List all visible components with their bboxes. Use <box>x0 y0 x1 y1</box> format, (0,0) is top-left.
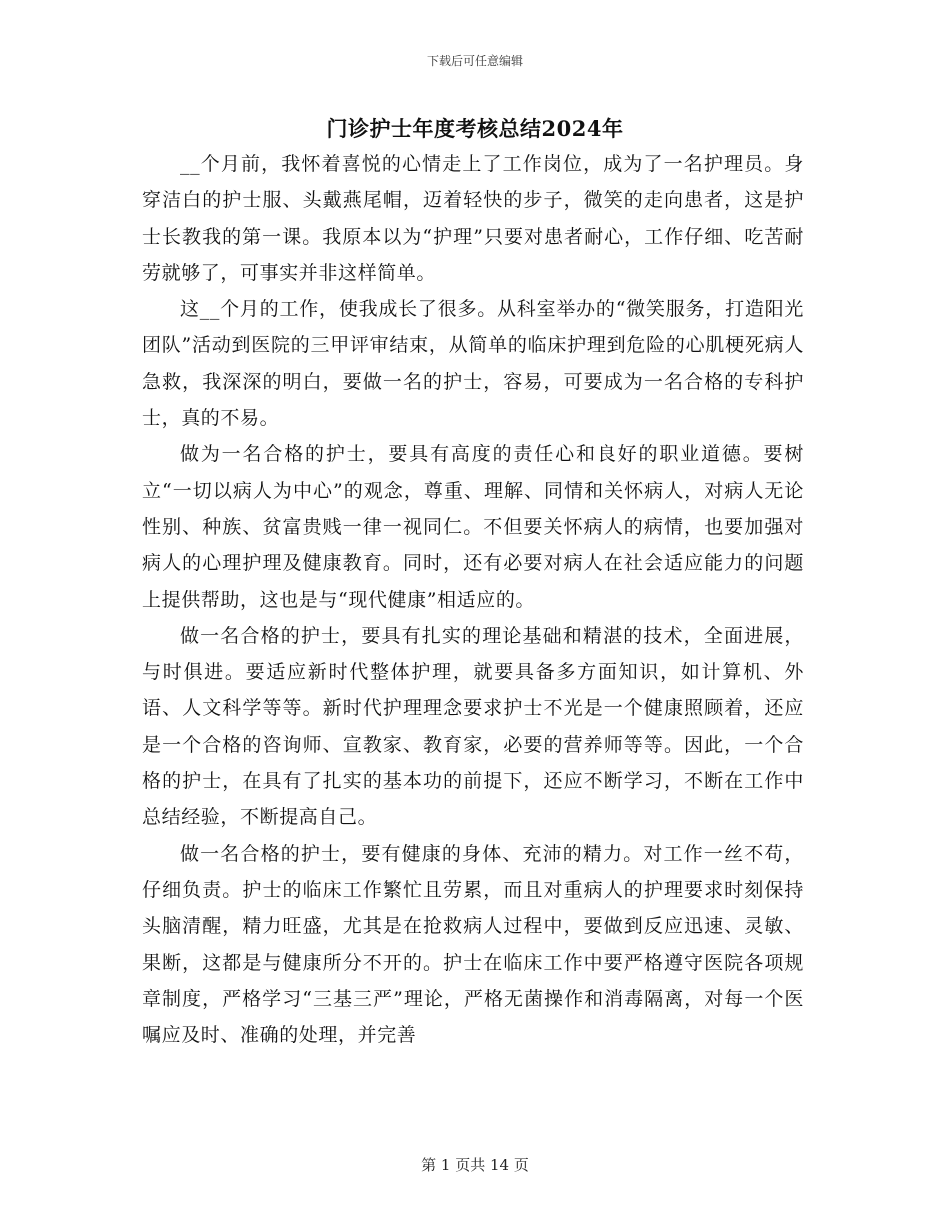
paragraph: __个月前，我怀着喜悦的心情走上了工作岗位，成为了一名护理员。身穿洁白的护士服、头戴燕尾帽，迈着轻快的步子，微笑的走向患者，这是护士长教我的第一课。我原本以为“护理”只要对患者耐心，工作仔细、吃苦耐劳就够了，可事实并非这样简单。 <box>142 153 804 284</box>
header-note: 下载后可任意编辑 <box>426 54 523 68</box>
paragraph: 做为一名合格的护士，要具有高度的责任心和良好的职业道德。要树立“一切以病人为中心”的观念，尊重、理解、同情和关怀病人，对病人无论性别、种族、贫富贵贱一律一视同仁。不但要关怀病人的病情，也要加强对病人的心理护理及健康教育。同时，还有必要对病人在社会适应能力的问题上提供帮助，这也是与“现代健康”相适应的。 <box>142 443 804 611</box>
paragraph: 做一名合格的护士，要有健康的身体、充沛的精力。对工作一丝不苟，仔细负责。护士的临床工作繁忙且劳累，而且对重病人的护理要求时刻保持头脑清醒，精力旺盛，尤其是在抢救病人过程中，要做到反应迅速、灵敏、果断，这都是与健康所分不开的。护士在临床工作中要严格遵守医院各项规章制度，严格学习“三基三严”理论，严格无菌操作和消毒隔离，对每一个医嘱应及时、准确的处理，并完善 <box>142 842 804 1047</box>
document-title: 门诊护士年度考核总结2024年 <box>326 116 624 141</box>
document-body <box>142 146 804 1053</box>
page-number: 第 1 页共 14 页 <box>421 1156 529 1174</box>
paragraph: 这__个月的工作，使我成长了很多。从科室举办的“微笑服务，打造阳光团队”活动到医院的三甲评审结束，从简单的临床护理到危险的心肌梗死病人急救，我深深的明白，要做一名的护士，容易，可要成为一名合格的专科护士，真的不易。 <box>142 298 804 430</box>
paragraph: 做一名合格的护士，要具有扎实的理论基础和精湛的技术，全面进展，与时俱进。要适应新时代整体护理，就要具备多方面知识，如计算机、外语、人文科学等等。新时代护理理念要求护士不光是一个健康照顾着，还应是一个合格的咨询师、宣教家、教育家，必要的营养师等等。因此，一个合格的护士，在具有了扎实的基本功的前提下，还应不断学习，不断在工作中总结经验，不断提高自己。 <box>142 624 804 829</box>
